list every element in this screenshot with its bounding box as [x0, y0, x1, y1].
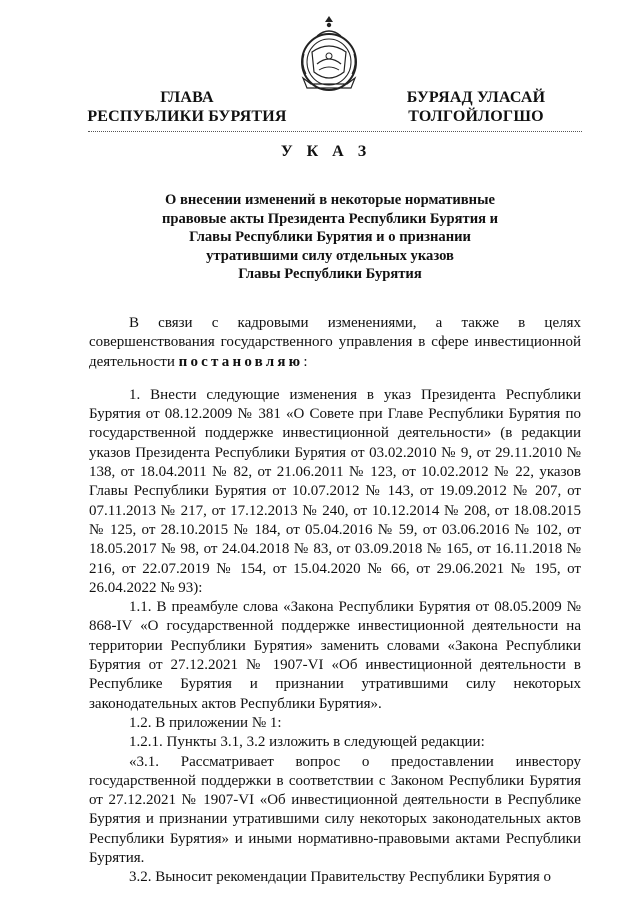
- preamble-text: В связи с кадровыми изменениями, а также в целях совершенствования государственного управления в сфере инвестиционной деятельности: [89, 315, 581, 370]
- preamble-paragraph: [89, 314, 581, 372]
- coat-of-arms-emblem-icon: [297, 14, 361, 96]
- body-paragraph: 1.1. В преамбуле слова «Закона Республики Бурятия от 08.05.2009 № 868-IV «О государственной поддержке инвестиционной деятельности на территории Республики Бурятия» заменить словами «Закона Республики Бурятия от 27.12.2021 № 1907-VI «Об инвестиционной деятельности в Республике Бурятия и признании утратившими силу некоторых законодательных актов Республики Бурятия».: [89, 599, 581, 712]
- document-subject: [160, 191, 500, 284]
- header-right-line2: ТОЛГОЙЛОГШО: [408, 108, 544, 125]
- body-paragraph: 1. Внести следующие изменения в указ Президента Республики Бурятия от 08.12.2009 № 381 «О Совете при Главе Республики Бурятия по государственной поддержке инвестиционной деятельности» (в редакции указов Президента Республики Бурятия от 03.02.2010 № 9, от 29.11.2010 № 138, от 18.04.2011 № 82, от 21.06.2011 № 123, от 10.02.2012 № 22, указов Главы Республики Бурятия от 10.07.2012 № 143, от 19.09.2012 № 207, от 07.11.2013 № 217, от 17.12.2013 № 240, от 10.12.2014 № 208, от 18.08.2015 № 125, от 28.10.2015 № 184, от 05.04.2016 № 59, от 03.06.2016 № 102, от 18.05.2017 № 98, от 24.04.2018 № 83, от 03.09.2018 № 165, от 16.11.2018 № 216, от 22.07.2019 № 154, от 15.04.2020 № 66, от 29.06.2021 № 195, от 26.04.2022 № 93):: [89, 386, 581, 596]
- body-paragraph: 3.2. Выносит рекомендации Правительству Республики Бурятия о: [129, 869, 551, 886]
- body-paragraph: 1.2. В приложении № 1:: [129, 714, 282, 731]
- header-right-org: [388, 88, 564, 126]
- header-left-line1: ГЛАВА: [160, 89, 214, 106]
- subject-line: утратившими силу отдельных указов: [206, 247, 454, 264]
- header-right-line1: БУРЯАД УЛАСАЙ: [406, 89, 546, 106]
- header-left-line2: РЕСПУБЛИКИ БУРЯТИЯ: [87, 108, 287, 125]
- body-paragraph: 1.2.1. Пункты 3.1, 3.2 изложить в следующей редакции:: [129, 734, 485, 751]
- header-divider: [88, 131, 582, 132]
- header-left-org: [82, 88, 292, 126]
- preamble-keyword: постановляю: [178, 353, 304, 370]
- subject-line: О внесении изменений в некоторые нормативные: [165, 192, 495, 208]
- subject-line: правовые акты Президента Республики Бурятия и: [161, 210, 499, 227]
- subject-line: Главы Республики Бурятия и о признании: [189, 229, 471, 245]
- document-body: [89, 314, 581, 888]
- subject-line: Главы Республики Бурятия: [238, 266, 422, 282]
- document-title: У К А З: [280, 143, 372, 160]
- preamble-tail: :: [303, 353, 308, 370]
- body-paragraph: «3.1. Рассматривает вопрос о предоставлении инвестору государственной поддержки в соответствии с Законом Республики Бурятия от 27.12.2021 № 1907-VI «Об инвестиционной деятельности в Республике Бурятия и признании утратившими силу некоторых законодательных актов Республики Бурятия» и иными нормативно-правовыми актами Республики Бурятия.: [89, 753, 581, 867]
